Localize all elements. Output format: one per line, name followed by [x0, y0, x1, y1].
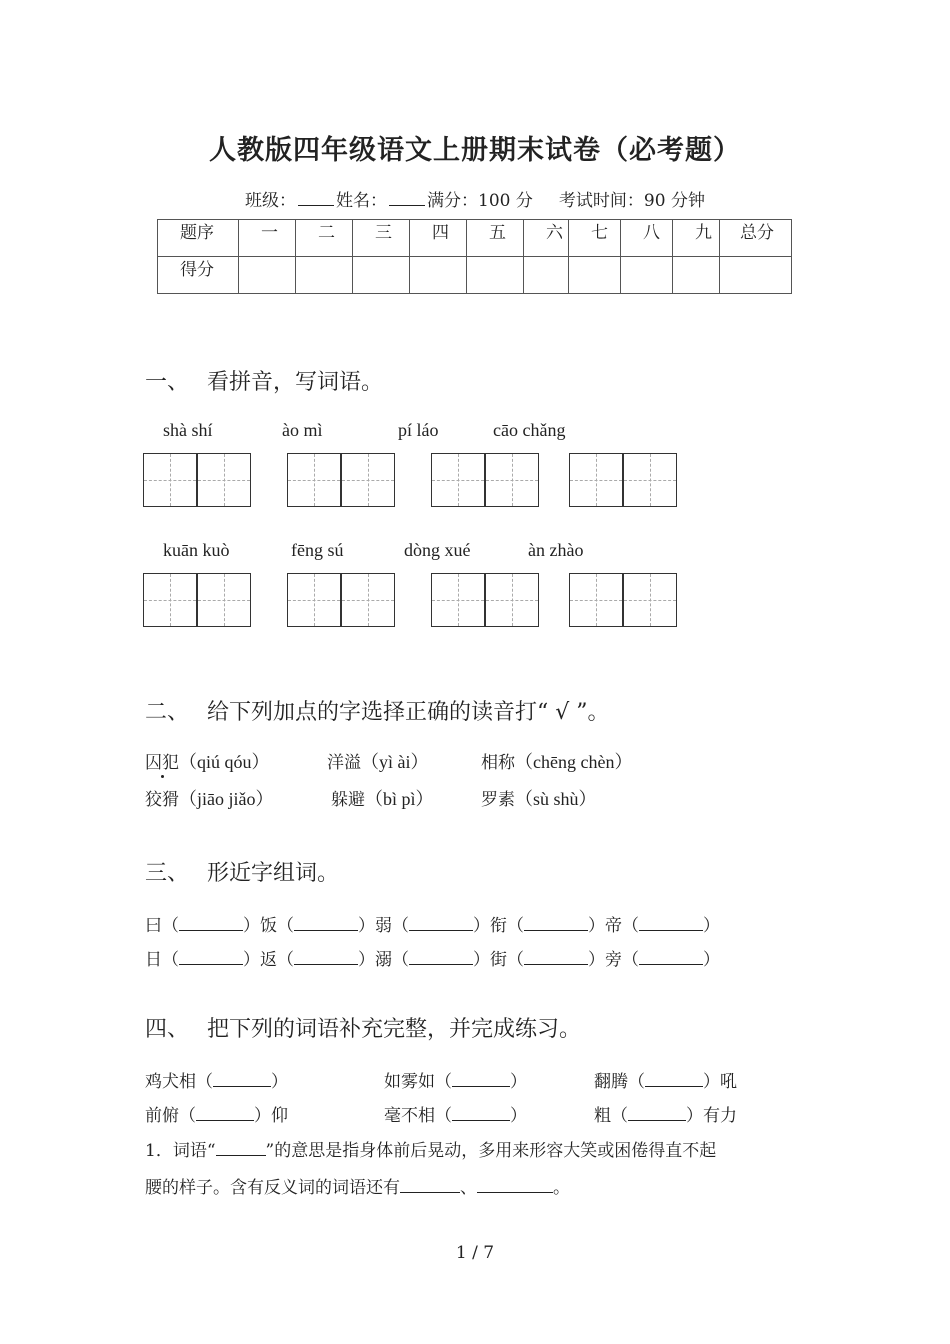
score-table-score-row: [158, 257, 792, 294]
writing-grid[interactable]: [341, 573, 395, 627]
pinyin: fēng sú: [291, 540, 344, 560]
writing-grid[interactable]: [287, 453, 341, 507]
class-label: 班级：: [245, 191, 297, 211]
section-title: 把下列的词语补充完整，并完成练习。: [207, 1017, 582, 1042]
score-cell[interactable]: [296, 257, 353, 294]
idiom-text: 粗（: [594, 1106, 628, 1126]
idiom-item: [384, 1067, 527, 1092]
pronunciation-options: （chēng chèn）: [515, 752, 633, 772]
question-text: 、: [460, 1178, 477, 1198]
idiom-text: ）仰: [254, 1106, 288, 1126]
pronunciation-options: （qiú qóu）: [179, 752, 270, 772]
idiom-item: [384, 1101, 527, 1126]
answer-blank[interactable]: [216, 1141, 266, 1156]
score-cell[interactable]: [621, 257, 673, 294]
idiom-item: [594, 1101, 737, 1126]
section-number: 三、: [145, 861, 190, 886]
idiom-text: ）: [510, 1106, 527, 1126]
writing-grid[interactable]: [197, 573, 251, 627]
answer-blank[interactable]: [639, 950, 703, 965]
section-3-heading: [145, 856, 339, 887]
similar-char: 返: [260, 950, 277, 970]
section-number: 四、: [145, 1017, 190, 1042]
score-cell[interactable]: [410, 257, 467, 294]
writing-grid[interactable]: [485, 453, 539, 507]
pronunciation-item[interactable]: [145, 748, 270, 774]
answer-blank[interactable]: [409, 916, 473, 931]
answer-blank[interactable]: [294, 950, 358, 965]
score-cell[interactable]: [353, 257, 410, 294]
header-cell: 八: [621, 220, 673, 257]
answer-blank[interactable]: [179, 950, 243, 965]
dotted-word: 罗素: [481, 790, 515, 810]
section-title: 看拼音，写词语。: [207, 370, 384, 395]
idiom-text: ）吼: [703, 1072, 737, 1092]
idiom-text: ）有力: [686, 1106, 737, 1126]
pinyin: cāo chǎng: [493, 420, 566, 440]
score-cell[interactable]: [569, 257, 621, 294]
idiom-text: 鸡犬相（: [145, 1072, 213, 1092]
pronunciation-item[interactable]: [327, 748, 429, 774]
question-text: ”的意思是指身体前后晃动，多用来形容大笑或困倦得直不起: [265, 1141, 717, 1161]
header-cell: 四: [410, 220, 467, 257]
idiom-text: 如雾如（: [384, 1072, 452, 1092]
question-text: 。: [553, 1178, 570, 1198]
header-cell: 九: [673, 220, 720, 257]
score-cell[interactable]: [673, 257, 720, 294]
dotted-word: 躲避: [331, 790, 365, 810]
pinyin: ào mì: [282, 420, 323, 440]
section-1-heading: [145, 365, 383, 396]
writing-grid[interactable]: [197, 453, 251, 507]
writing-grid[interactable]: [569, 573, 623, 627]
header-cell: 题序: [158, 220, 239, 257]
dotted-word: 狡猾: [145, 790, 179, 810]
section-number: 二、: [145, 700, 190, 725]
writing-grid[interactable]: [623, 573, 677, 627]
pronunciation-options: （jiāo jiǎo）: [179, 789, 274, 809]
writing-grid[interactable]: [341, 453, 395, 507]
pronunciation-options: （yì ài）: [361, 752, 429, 772]
answer-blank[interactable]: [400, 1178, 460, 1193]
question-text: 1．词语“: [145, 1141, 216, 1161]
idiom-item: [594, 1067, 737, 1092]
pronunciation-options: （bì pì）: [365, 789, 434, 809]
idiom-text: 毫不相（: [384, 1106, 452, 1126]
writing-grid[interactable]: [623, 453, 677, 507]
answer-blank[interactable]: [213, 1072, 271, 1087]
dotted-word: 相称: [481, 753, 515, 773]
answer-blank[interactable]: [628, 1106, 686, 1121]
class-blank[interactable]: [298, 191, 334, 206]
score-row-label: 得分: [158, 257, 239, 294]
similar-char: 帝: [605, 916, 622, 936]
similar-char: 街: [490, 950, 507, 970]
score-cell[interactable]: [720, 257, 792, 294]
page-number: 1 / 7: [455, 1243, 495, 1263]
answer-blank[interactable]: [179, 916, 243, 931]
header-cell: 三: [353, 220, 410, 257]
similar-char-row: 曰（ ）饭（ ）弱（ ）衔（ ）帝（ ）: [145, 916, 720, 936]
similar-char-row: 日（ ）返（ ）溺（ ）街（ ）旁（ ）: [145, 950, 720, 970]
idiom-item: [145, 1067, 288, 1092]
question-1-line-1: [145, 1136, 716, 1161]
writing-grid[interactable]: [143, 453, 197, 507]
dotted-word: 囚犯: [145, 748, 179, 773]
pinyin: kuān kuò: [163, 540, 230, 560]
score-cell[interactable]: [524, 257, 569, 294]
score-table-header-row: [158, 220, 792, 257]
header-cell: 五: [467, 220, 524, 257]
section-title: 给下列加点的字选择正确的读音打“ √ ”。: [207, 700, 610, 725]
answer-blank[interactable]: [452, 1072, 510, 1087]
answer-blank[interactable]: [294, 916, 358, 931]
writing-grid[interactable]: [485, 573, 539, 627]
idiom-item: [145, 1101, 288, 1126]
score-table: [157, 219, 792, 294]
pinyin: dòng xué: [404, 540, 471, 560]
pinyin: pí láo: [398, 420, 439, 440]
header-cell: 二: [296, 220, 353, 257]
dotted-word: 洋溢: [327, 753, 361, 773]
name-label: 姓名：: [336, 191, 388, 211]
pronunciation-item[interactable]: [481, 785, 597, 811]
section-title: 形近字组词。: [207, 861, 340, 886]
answer-blank[interactable]: [452, 1106, 510, 1121]
writing-grid[interactable]: [287, 573, 341, 627]
full-score: 满分：100 分: [427, 191, 533, 211]
writing-grid[interactable]: [431, 453, 485, 507]
exam-info: [0, 186, 950, 211]
section-4-heading: [145, 1012, 581, 1043]
page-title: 人教版四年级语文上册期末试卷（必考题）: [209, 135, 741, 166]
answer-blank[interactable]: [639, 916, 703, 931]
header-cell: 六: [524, 220, 569, 257]
header-cell: 总分: [720, 220, 792, 257]
section-2-heading: [145, 695, 610, 726]
idiom-text: 翻腾（: [594, 1072, 645, 1092]
similar-char: 弱: [375, 916, 392, 936]
similar-char: 曰: [145, 916, 162, 936]
header-cell: 七: [569, 220, 621, 257]
header-cell: 一: [239, 220, 296, 257]
pronunciation-item[interactable]: [481, 748, 632, 774]
score-cell[interactable]: [239, 257, 296, 294]
answer-blank[interactable]: [524, 916, 588, 931]
score-cell[interactable]: [467, 257, 524, 294]
similar-char: 日: [145, 950, 162, 970]
pinyin: shà shí: [163, 420, 213, 440]
answer-blank[interactable]: [196, 1106, 254, 1121]
pronunciation-item[interactable]: [145, 785, 273, 811]
section-number: 一、: [145, 370, 190, 395]
idiom-text: ）: [271, 1072, 288, 1092]
answer-blank[interactable]: [524, 950, 588, 965]
question-text: 腰的样子。含有反义词的词语还有: [145, 1178, 400, 1198]
similar-char: 饭: [260, 916, 277, 936]
idiom-text: 前俯（: [145, 1106, 196, 1126]
idiom-text: ）: [510, 1072, 527, 1092]
pinyin: àn zhào: [528, 540, 584, 560]
answer-blank[interactable]: [645, 1072, 703, 1087]
similar-char: 溺: [375, 950, 392, 970]
question-1-line-2: [145, 1173, 570, 1198]
writing-grid[interactable]: [569, 453, 623, 507]
answer-blank[interactable]: [409, 950, 473, 965]
exam-time: 考试时间：90 分钟: [558, 191, 705, 211]
writing-grid[interactable]: [143, 573, 197, 627]
similar-char: 旁: [605, 950, 622, 970]
pronunciation-options: （sù shù）: [515, 789, 597, 809]
writing-grid[interactable]: [431, 573, 485, 627]
answer-blank[interactable]: [477, 1178, 553, 1193]
similar-char: 衔: [490, 916, 507, 936]
pronunciation-item[interactable]: [331, 785, 434, 811]
name-blank[interactable]: [389, 191, 425, 206]
